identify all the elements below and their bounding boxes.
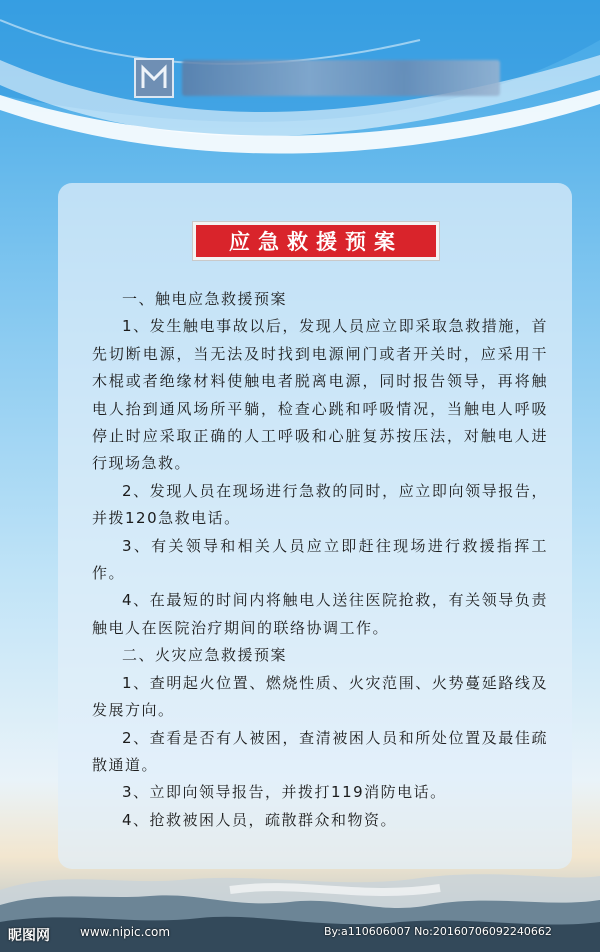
list-item: 3、立即向领导报告，并拨打119消防电话。	[122, 783, 447, 802]
list-item: 3、有关领导和相关人员应立即赶往现场进行救援指挥工作。	[92, 536, 548, 583]
plan-content	[92, 286, 548, 834]
list-item: 1、查明起火位置、燃烧性质、火灾范围、火势蔓延路线及发展方向。	[92, 673, 548, 720]
list-item: 4、在最短的时间内将触电人送往医院抢救，有关领导负责触电人在医院治疗期间的联络协调工作。	[92, 591, 548, 637]
page-title: 应急救援预案	[193, 222, 439, 260]
list-item: 4、抢救被困人员，疏散群众和物资。	[122, 810, 398, 829]
list-item: 1、发生触电事故以后，发现人员应立即采取急救措施，首先切断电源，当无法及时找到电源闸门或者开关时，应采用干木棍或者绝缘材料使触电者脱离电源，同时报告领导，再将触电人抬到通风场所平躺，检查心跳和呼吸情况，当触电人呼吸停止时应采取正确的人工呼吸和心脏复苏按压法，对触电人进行现场急救。	[92, 317, 548, 473]
watermark-site-url: www.nipic.com	[80, 925, 171, 939]
section-heading: 一、触电应急救援预案	[122, 290, 288, 308]
list-item: 2、发现人员在现场进行急救的同时，应立即向领导报告，并拨120急救电话。	[92, 481, 548, 528]
list-item: 2、查看是否有人被困，查清被困人员和所处位置及最佳疏散通道。	[92, 728, 548, 774]
section-heading: 二、火灾应急救援预案	[122, 646, 288, 665]
watermark-site-name: 昵图网	[8, 928, 50, 944]
watermark-id: By:a110606007 No:20160706092240662	[324, 925, 552, 938]
company-name-blurred	[182, 60, 500, 96]
company-logo-icon	[134, 58, 174, 98]
